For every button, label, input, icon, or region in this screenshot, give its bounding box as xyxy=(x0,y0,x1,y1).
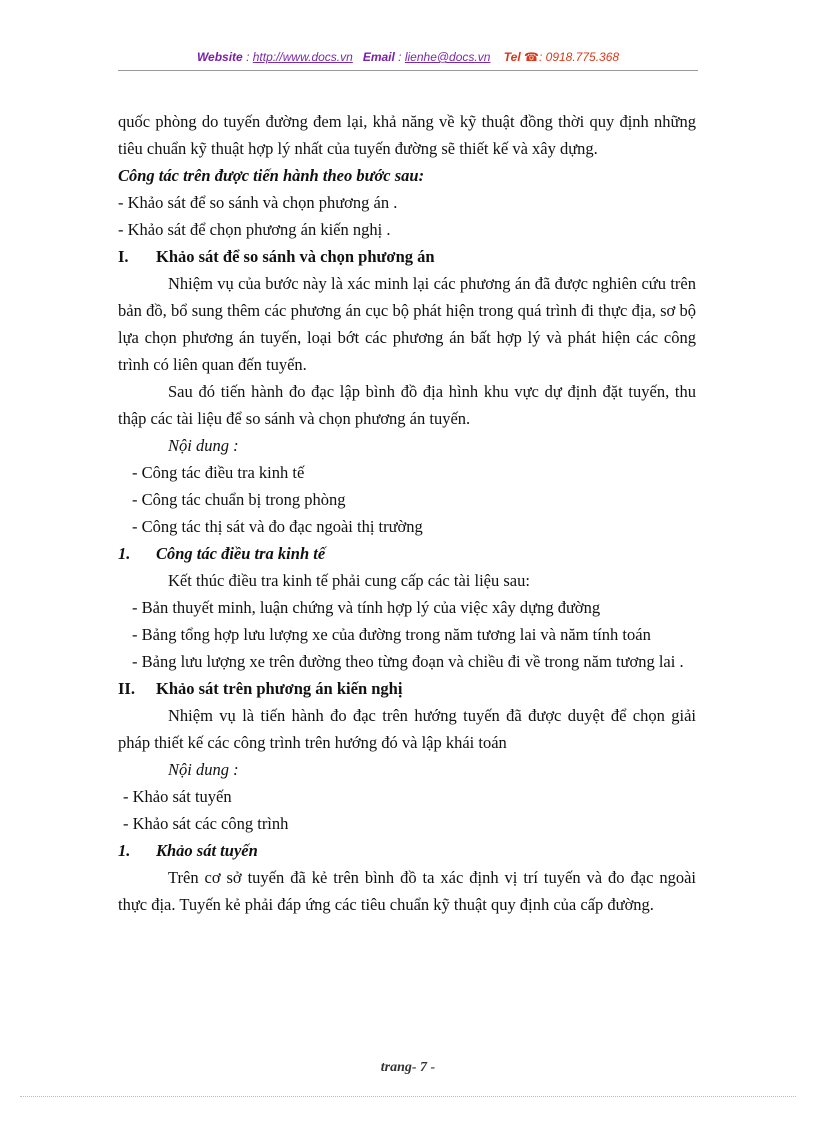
tel-separator: : xyxy=(538,50,546,64)
bullet-item: - Bảng tổng hợp lưu lượng xe của đường trong năm tương lai và năm tính toán xyxy=(132,625,651,644)
email-separator: : xyxy=(394,50,405,64)
page-number: trang- 7 - xyxy=(380,1060,436,1075)
content-label-1: Nội dung : xyxy=(168,436,239,455)
section-1-number: I. xyxy=(118,247,129,266)
section-2-heading xyxy=(118,675,696,702)
step-item-1: - Khảo sát để so sánh và chọn phương án . xyxy=(118,193,398,212)
page-header xyxy=(0,50,816,64)
bullet-item: - Bản thuyết minh, luận chứng và tính hợp lý của việc xây dựng đường xyxy=(132,598,601,617)
subsection-1-title: Công tác điều tra kinh tế xyxy=(156,544,326,563)
section-1-paragraph-1: Nhiệm vụ của bước này là xác minh lại các phương án đã được nghiên cứu trên bản đồ, bổ sung thêm các phương án cục bộ phát hiện trong quá trình đi thực địa, sơ bộ lựa chọn phương án tuyến, loại bớt các phương án bất hợp lý và phát hiện các công trình có liên quan đến tuyến. xyxy=(118,274,696,374)
list-item: - Công tác điều tra kinh tế xyxy=(132,463,305,482)
tel-label: Tel xyxy=(503,50,521,64)
list-item: - Công tác thị sát và đo đạc ngoài thị trường xyxy=(132,517,423,536)
list-item: - Công tác chuẩn bị trong phòng xyxy=(132,490,346,509)
subsection-2-number: 1. xyxy=(118,841,131,860)
website-label: Website xyxy=(196,50,243,64)
section-2-number: II. xyxy=(118,679,135,698)
website-separator: : xyxy=(242,50,253,64)
section-2-title: Khảo sát trên phương án kiến nghị xyxy=(156,679,403,698)
list-item: - Khảo sát các công trình xyxy=(123,814,289,833)
section-1-title: Khảo sát để so sánh và chọn phương án xyxy=(156,247,435,266)
intro-paragraph: quốc phòng do tuyến đường đem lại, khả năng về kỹ thuật đồng thời quy định những tiêu chuẩn kỹ thuật hợp lý nhất của tuyến đường sẽ thiết kế và xây dựng. xyxy=(118,112,696,158)
steps-title: Công tác trên được tiến hành theo bước sau: xyxy=(118,166,425,185)
email-label: Email xyxy=(362,50,395,64)
subsection-2-heading xyxy=(118,837,696,864)
tel-value: 0918.775.368 xyxy=(545,50,620,64)
email-link[interactable]: lienhe@docs.vn xyxy=(404,50,491,64)
document-body xyxy=(118,108,696,918)
content-label-2: Nội dung : xyxy=(168,760,239,779)
subsection-1-number: 1. xyxy=(118,544,131,563)
website-link[interactable]: http://www.docs.vn xyxy=(252,50,353,64)
section-1-heading xyxy=(118,243,696,270)
subsection-2-title: Khảo sát tuyến xyxy=(156,841,258,860)
step-item-2: - Khảo sát để chọn phương án kiến nghị . xyxy=(118,220,391,239)
section-2-paragraph: Nhiệm vụ là tiến hành đo đạc trên hướng tuyến đã được duyệt để chọn giải pháp thiết kế các công trình trên hướng đó và lập khái toán xyxy=(118,706,696,752)
phone-icon: ☎ xyxy=(524,50,539,64)
section-1-paragraph-2: Sau đó tiến hành đo đạc lập bình đồ địa hình khu vực dự định đặt tuyến, thu thập các tài liệu để so sánh và chọn phương án tuyến. xyxy=(118,382,696,428)
list-item: - Khảo sát tuyến xyxy=(123,787,232,806)
subsection-1-heading xyxy=(118,540,696,567)
subsection-1-paragraph: Kết thúc điều tra kinh tế phải cung cấp các tài liệu sau: xyxy=(168,571,530,590)
page-bottom-divider xyxy=(20,1096,796,1097)
header-divider xyxy=(118,70,698,71)
subsection-2-paragraph: Trên cơ sở tuyến đã kẻ trên bình đồ ta xác định vị trí tuyến và đo đạc ngoài thực địa. Tuyến kẻ phải đáp ứng các tiêu chuẩn kỹ thuật quy định của cấp đường. xyxy=(118,868,696,914)
bullet-item: - Bảng lưu lượng xe trên đường theo từng đoạn và chiều đi về trong năm tương lai . xyxy=(132,652,684,671)
